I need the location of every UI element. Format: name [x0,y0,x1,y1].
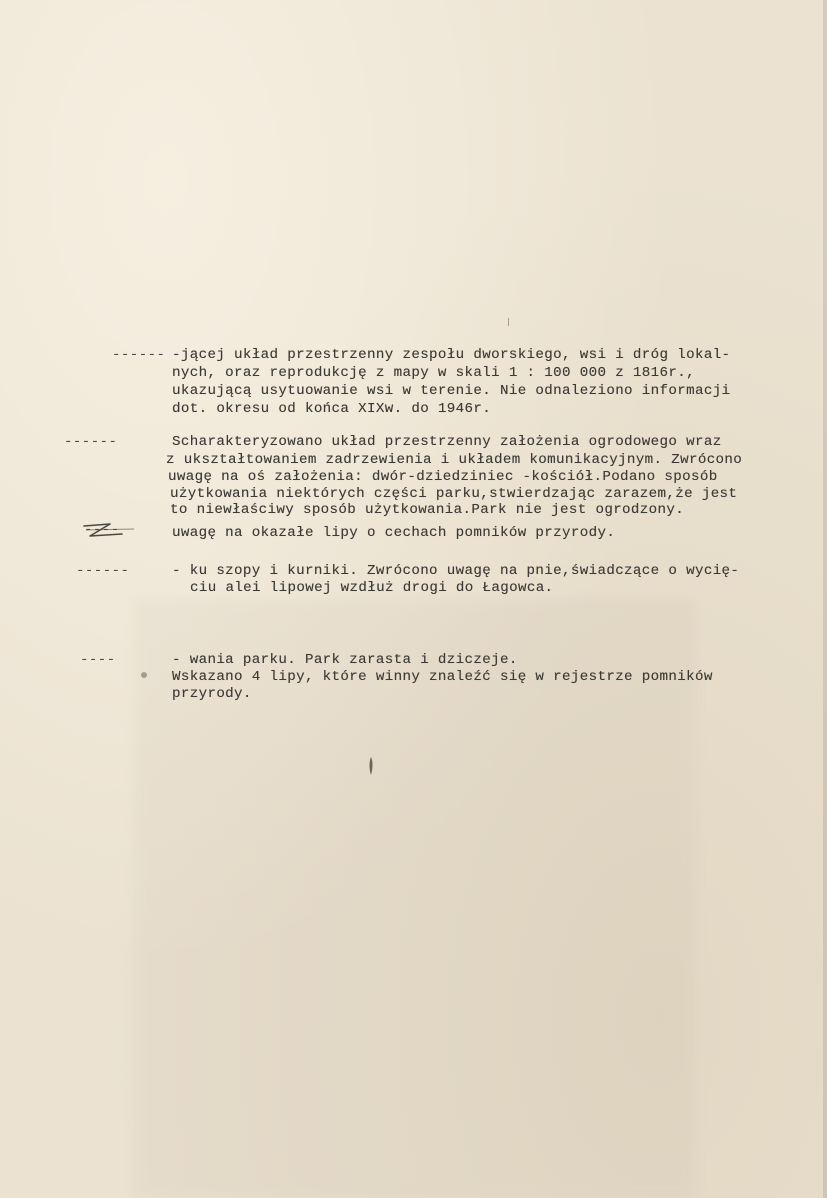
paragraph-3-line-1: uwagę na okazałe lipy o cechach pomników przyrody. [172,525,616,541]
paragraph-1-line-3: ukazującą usytuowanie wsi w terenie. Nie odnaleziono informacji [172,383,731,399]
paragraph-1-line-4: dot. okresu od końca XIXw. do 1946r. [172,401,492,417]
margin-dash-3: ---- [84,522,120,538]
paper-mark [508,318,509,326]
paper-spot [141,672,147,678]
margin-scribble-icon [80,518,140,542]
paragraph-2-line-2: z ukształtowaniem zadrzewienia i układem komunikacyjnym. Zwrócono [166,452,743,468]
margin-dash-1: ------ [112,347,166,363]
ink-blot-icon [368,756,374,776]
paragraph-2-line-1: Scharakteryzowano układ przestrzenny założenia ogrodowego wraz [172,434,722,450]
paragraph-5-line-1: - wania parku. Park zarasta i dziczeje. [172,652,518,668]
paragraph-1-line-1: -jącej układ przestrzenny zespołu dworskiego, wsi i dróg lokal- [172,347,731,363]
margin-dash-5: ---- [80,652,116,668]
paragraph-2-line-3: uwagę na oś założenia: dwór-dziedziniec -kościół.Podano sposób [168,469,718,485]
paragraph-1-line-2: nych, oraz reprodukcję z mapy w skali 1 : 100 000 z 1816r., [172,365,695,381]
paragraph-5-line-3: przyrody. [172,686,252,702]
paragraph-2-line-5: to niewłaściwy sposób użytkowania.Park nie jest ogrodzony. [170,502,685,518]
paragraph-4-line-1: - ku szopy i kurniki. Zwrócono uwagę na pnie,świadczące o wycię- [172,563,740,579]
paragraph-5-line-2: Wskazano 4 lipy, które winny znaleźć się w rejestrze pomników [172,669,713,685]
paragraph-4-line-2: ciu alei lipowej wzdłuż drogi do Łagowca. [190,580,554,596]
margin-dash-4: ------ [76,563,130,579]
paper-edge [823,0,827,1198]
margin-dash-2: ------ [64,434,118,450]
paragraph-2-line-4: użytkowania niektórych części parku,stwierdzając zarazem,że jest [170,486,738,502]
